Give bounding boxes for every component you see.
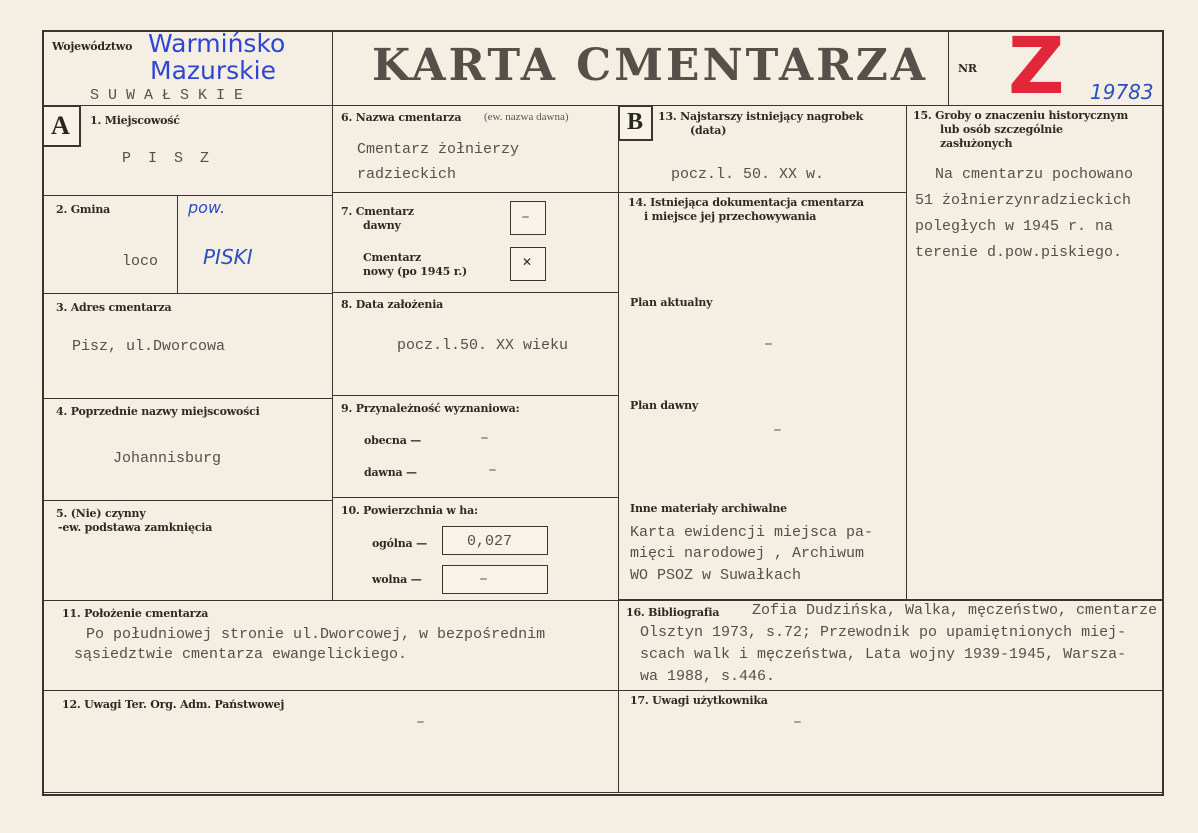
f13-label2: (data) — [690, 124, 727, 137]
f15-line: 51 żołnierzynradzieckich — [915, 192, 1132, 209]
f2-hand: PISKI — [203, 245, 253, 269]
f10-wolna: wolna — — [372, 573, 422, 586]
f16-line: Zofia Dudzińska, Walka, męczeństwo, cmentarze — [752, 602, 1158, 619]
f12-value: – — [416, 714, 426, 731]
nr-label: NR — [958, 62, 977, 75]
f7-label1b: dawny — [363, 219, 401, 232]
f6-label: 6. Nazwa cmentarza — [341, 111, 462, 124]
f3-value: Pisz, ul.Dworcowa — [72, 338, 226, 355]
f15-line: Na cmentarzu pochowano — [935, 166, 1134, 183]
f9-dawna: dawna — — [364, 466, 417, 479]
f15-label3: zasłużonych — [940, 137, 1013, 150]
stamp-line1: Warmińsko — [148, 29, 286, 58]
stamp-line2: Mazurskie — [150, 56, 276, 85]
f9-label: 9. Przynależność wyznaniowa: — [341, 402, 520, 415]
f10-ogolna-val: 0,027 — [467, 533, 513, 550]
f7-nowy-checkbox — [510, 247, 546, 281]
plan-dawny-label: Plan dawny — [630, 399, 699, 412]
f8-label: 8. Data założenia — [341, 298, 444, 311]
f7-label1: 7. Cmentarz — [341, 205, 414, 218]
inne-line1: Karta ewidencji miejsca pa- — [630, 524, 874, 541]
f10-label: 10. Powierzchnia w ha: — [341, 504, 478, 517]
wojewodztwo-value: SUWAŁSKIE — [90, 87, 253, 104]
f15-label1: 15. Groby o znaczeniu historycznym — [913, 109, 1129, 122]
f14-label2: i miejsce jej przechowywania — [644, 210, 817, 223]
f1-value: P I S Z — [122, 150, 214, 167]
nr-number: 19783 — [1090, 80, 1154, 104]
f8-value: pocz.l.50. XX wieku — [397, 337, 569, 354]
f5-label2: -ew. podstawa zamknięcia — [58, 521, 213, 534]
inne-line2: mięci narodowej , Archiwum — [630, 545, 865, 562]
f11-value1: Po południowej stronie ul.Dworcowej, w bezpośrednim — [86, 626, 546, 643]
page-title: KARTA CMENTARZA — [372, 40, 928, 91]
section-a-box — [42, 105, 81, 147]
f2-hand-top: pow. — [188, 198, 226, 217]
f7-label2b: nowy (po 1945 r.) — [363, 265, 467, 278]
f16-line: scach walk i męczeństwa, Lata wojny 1939-1945, Warsza- — [640, 646, 1127, 663]
f7-value2: ✕ — [522, 255, 533, 269]
f13-value: pocz.l. 50. XX w. — [671, 166, 825, 183]
f17-label: 17. Uwagi użytkownika — [630, 694, 768, 707]
f9-dawna-val: – — [488, 462, 498, 479]
plan-aktualny-label: Plan aktualny — [630, 296, 713, 309]
f4-value: Johannisburg — [113, 450, 222, 467]
f9-obecna: obecna — — [364, 434, 422, 447]
plan-aktualny-value: – — [764, 336, 774, 353]
plan-dawny-value: – — [773, 422, 783, 439]
section-b-letter: B — [627, 109, 644, 135]
f2-value: loco — [122, 253, 159, 270]
f13-label1: 13. Najstarszy istniejący nagrobek — [658, 110, 864, 123]
f7-label2: Cmentarz — [363, 251, 422, 264]
f14-label1: 14. Istniejąca dokumentacja cmentarza — [628, 196, 864, 209]
f4-label: 4. Poprzednie nazwy miejscowości — [56, 405, 260, 418]
f9-obecna-val: – — [480, 430, 490, 447]
section-b-box — [618, 105, 653, 141]
f17-value: – — [793, 714, 803, 731]
f15-label2: lub osób szczególnie — [940, 123, 1063, 136]
f16-label: 16. Bibliografia — [626, 606, 720, 619]
f3-label: 3. Adres cmentarza — [56, 301, 172, 314]
f10-wolna-val: – — [479, 571, 489, 588]
f15-line: terenie d.pow.piskiego. — [915, 244, 1123, 261]
divider — [177, 195, 179, 294]
f16-line: Olsztyn 1973, s.72; Przewodnik po upamiętnionych miej- — [640, 624, 1127, 641]
nr-letter: Z — [1008, 22, 1065, 112]
f10-ogolna-box — [442, 526, 548, 555]
f7-dawny-checkbox — [510, 201, 546, 235]
f12-label: 12. Uwagi Ter. Org. Adm. Państwowej — [62, 698, 285, 711]
f6-value1: Cmentarz żołnierzy — [357, 141, 520, 158]
f10-ogolna: ogólna — — [372, 537, 427, 550]
inne-line3: WO PSOZ w Suwałkach — [630, 567, 802, 584]
f6-label-note: (ew. nazwa dawna) — [484, 111, 569, 123]
f11-value2: sąsiedztwie cmentarza ewangelickiego. — [74, 646, 408, 663]
f1-label: 1. Miejscowość — [90, 114, 180, 127]
f6-value2: radzieckich — [357, 166, 457, 183]
f15-line: poległych w 1945 r. na — [915, 218, 1114, 235]
f7-value1: – — [521, 209, 531, 226]
section-a-letter: A — [51, 111, 70, 140]
f11-label: 11. Położenie cmentarza — [62, 607, 209, 620]
f2-label: 2. Gmina — [56, 203, 111, 216]
inne-label: Inne materiały archiwalne — [630, 502, 787, 515]
wojewodztwo-label: Województwo — [52, 40, 133, 53]
f16-line: wa 1988, s.446. — [640, 668, 776, 685]
f5-label: 5. (Nie) czynny — [56, 507, 146, 520]
f10-wolna-box — [442, 565, 548, 594]
